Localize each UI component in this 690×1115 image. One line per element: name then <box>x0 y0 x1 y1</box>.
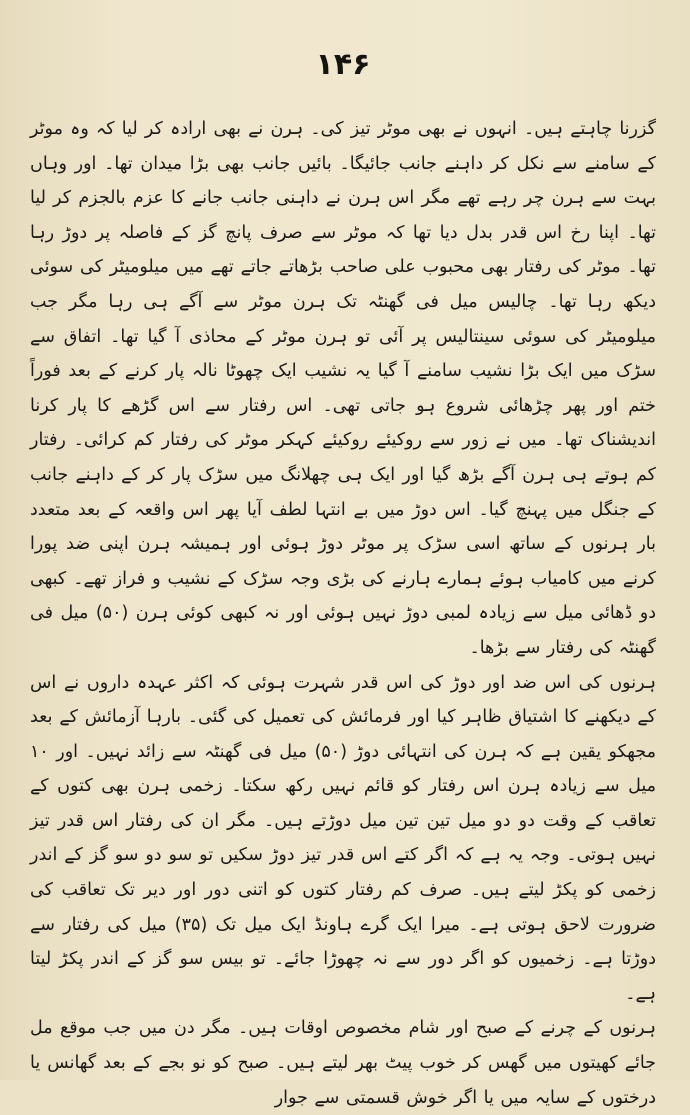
page-body <box>30 112 656 1115</box>
page-number: ۱۴۶ <box>315 47 371 82</box>
paragraph-3: ہرنوں کے چرنے کے صبح اور شام مخصوص اوقات ہیں۔ مگر دن میں جب موقع مل جائے کھیتوں میں گھس کر خوب پیٹ بھر لیتے ہیں۔ صبح کو نو بجے کے بعد گھانس یا درختوں کے سایہ میں یا اگر خوش قسمتی سے جوار <box>30 1018 656 1108</box>
paragraph-2: ہرنوں کی اس ضد اور دوڑ کی اس قدر شہرت ہوئی کہ اکثر عہدہ داروں نے اس کے دیکھنے کا اشتیاق ظاہر کیا اور فرمائش کی تعمیل کی گئی۔ بارہا آزمائش کے بعد مجھکو یقین ہے کہ ہرن کی انتہائی دوڑ (۵۰) میل فی گھنٹہ سے زائد نہیں۔ اور ۱۰ میل سے زیادہ ہرن اس رفتار کو قائم نہیں رکھ سکتا۔ زخمی ہرن بھی کتوں کے تعاقب کے وقت دو دو میل تین تین میل دوڑتے ہیں۔ مگر ان کی رفتار اس قدر تیز نہیں ہوتی۔ وجہ یہ ہے کہ اگر کتے اس قدر تیز دوڑ سکیں تو سو دو سو گز کے اندر زخمی کو پکڑ لیتے ہیں۔ صرف کم رفتار کتوں کو اتنی دور اور دیر تک تعاقب کی ضرورت لاحق ہوتی ہے۔ میرا ایک گرے ہاونڈ ایک میل تک (۳۵) میل کی رفتار سے دوڑتا ہے۔ زخمیوں کو اگر دور سے نہ چھوڑا جائے۔ تو بیس سو گز کے اندر پکڑ لیتا ہے۔ <box>30 672 657 1004</box>
paragraph-1: گزرنا چاہتے ہیں۔ انہوں نے بھی موٹر تیز کی۔ ہرن نے بھی ارادہ کر لیا کہ وہ موٹر کے سامنے سے نکل کر داہنے جانب جائیگا۔ بائیں جانب بھی بڑا میدان تھا۔ اور وہاں بہت سے ہرن چر رہے تھے مگر اس ہرن نے داہنی جانب جانے کا عزم بالجزم کر لیا تھا۔ اپنا رخ اس قدر بدل دیا تھا کہ موٹر سے صرف پانچ گز کے فاصلہ پر دوڑ رہا تھا۔ موٹر کی رفتار بھی محبوب علی صاحب بڑھاتے جاتے تھے میں میلومیٹر کی سوئی دیکھ رہا تھا۔ چالیس میل فی گھنٹہ تک ہرن موٹر سے آگے ہی رہا مگر جب میلومیٹر کی سوئی سینتالیس پر آئی تو ہرن موٹر کے محاذی آ گیا تھا۔ اتفاق سے سڑک میں ایک بڑا نشیب سامنے آ گیا یہ نشیب ایک چھوٹا نالہ پار کرنے کے بعد فوراً ختم اور پھر چڑھائی شروع ہو جاتی تھی۔ اس رفتار سے اس گڑھے کا پار کرنا اندیشناک تھا۔ میں نے زور سے روکیئے روکیئے کہکر موٹر کی رفتار کم کرائی۔ رفتار کم ہوتے ہی ہرن آگے بڑھ گیا اور ایک ہی چھلانگ میں سڑک پار کر کے داہنے جانب کے جنگل میں پہنچ گیا۔ اس دوڑ میں بے انتہا لطف آیا پھر اس واقعہ کے بعد متعدد بار ہرنوں کے ساتھ اسی سڑک پر موٹر دوڑ ہوئی اور ہمیشہ ہرن اپنی ضد پورا کرنے میں کامیاب ہوئے ہمارے ہارنے کی بڑی وجہ سڑک کے نشیب و فراز تھے۔ کبھی دو ڈھائی میل سے زیادہ لمبی دوڑ نہیں ہوئی اور نہ کبھی کوئی ہرن (۵۰) میل فی گھنٹہ کی رفتار سے بڑھا۔ <box>30 119 656 658</box>
